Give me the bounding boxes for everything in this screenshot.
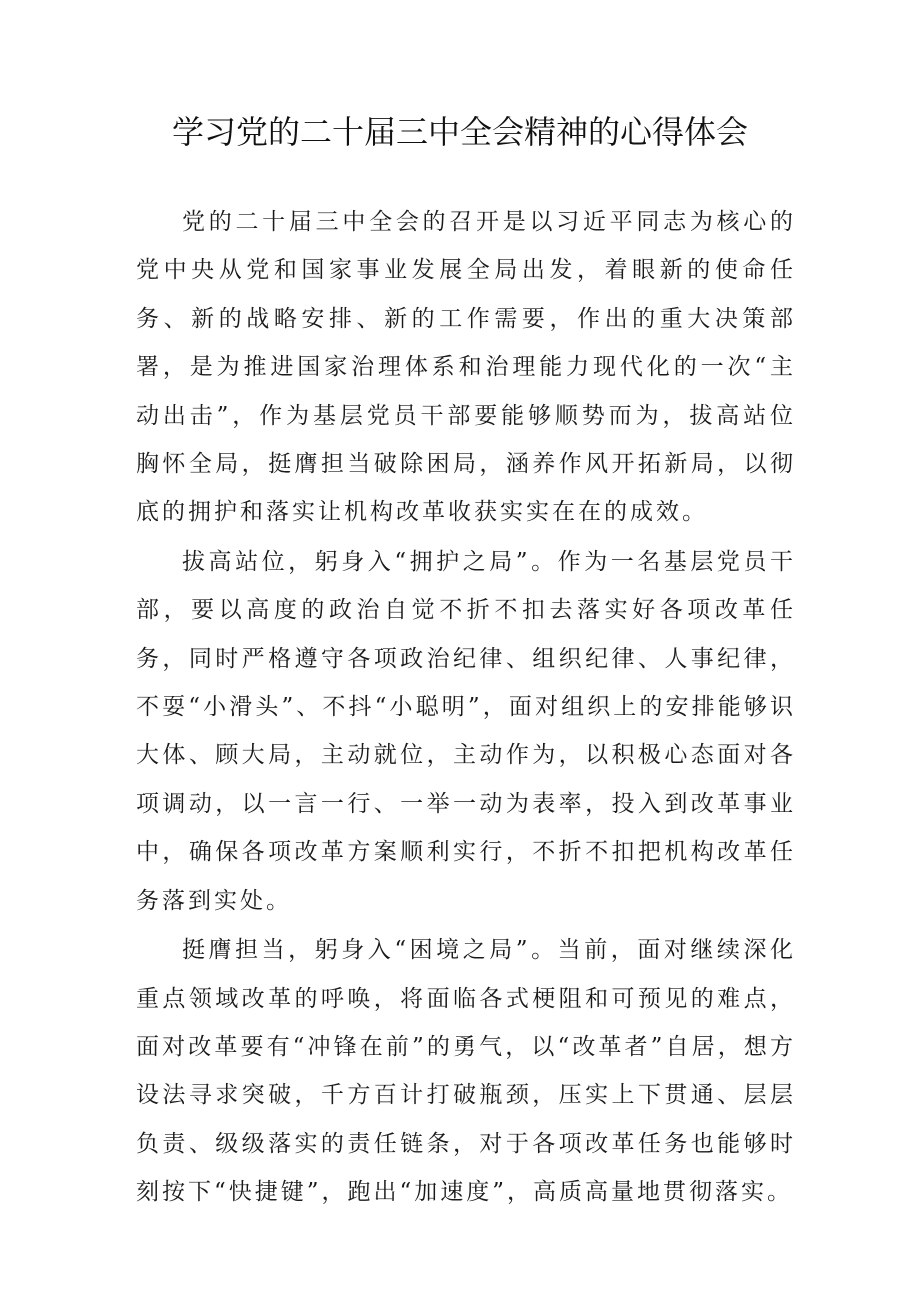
document-body: [136, 198, 796, 1218]
paragraph-raise-stance: 拔高站位，躬身入“拥护之局”。作为一名基层党员干部，要以高度的政治自觉不折不扣去落实好各项改革任务，同时严格遵守各项政治纪律、组织纪律、人事纪律，不耍“小滑头”、不抖“小聪明”，面对组织上的安排能够识大体、顾大局，主动就位，主动作为，以积极心态面对各项调动，以一言一行、一举一动为表率，投入到改革事业中，确保各项改革方案顺利实行，不折不扣把机构改革任务落到实处。: [136, 548, 796, 914]
paragraph-intro: 党的二十届三中全会的召开是以习近平同志为核心的党中央从党和国家事业发展全局出发，着眼新的使命任务、新的战略安排、新的工作需要，作出的重大决策部署，是为推进国家治理体系和治理能力现代化的一次“主动出击”，作为基层党员干部要能够顺势而为，拔高站位胸怀全局，挺膺担当破除困局，涵养作风开拓新局，以彻底的拥护和落实让机构改革收获实实在在的成效。: [136, 209, 796, 526]
paragraph-take-responsibility: 挺膺担当，躬身入“困境之局”。当前，面对继续深化重点领域改革的呼唤，将面临各式梗阻和可预见的难点，面对改革要有“冲锋在前”的勇气，以“改革者”自居，想方设法寻求突破，千方百计打破瓶颈，压实上下贯通、层层负责、级级落实的责任链条，对于各项改革任务也能够时刻按下“快捷键”，跑出“加速度”，高质高量地贯彻落实。: [136, 937, 796, 1206]
document-title: 学习党的二十届三中全会精神的心得体会: [171, 113, 748, 151]
